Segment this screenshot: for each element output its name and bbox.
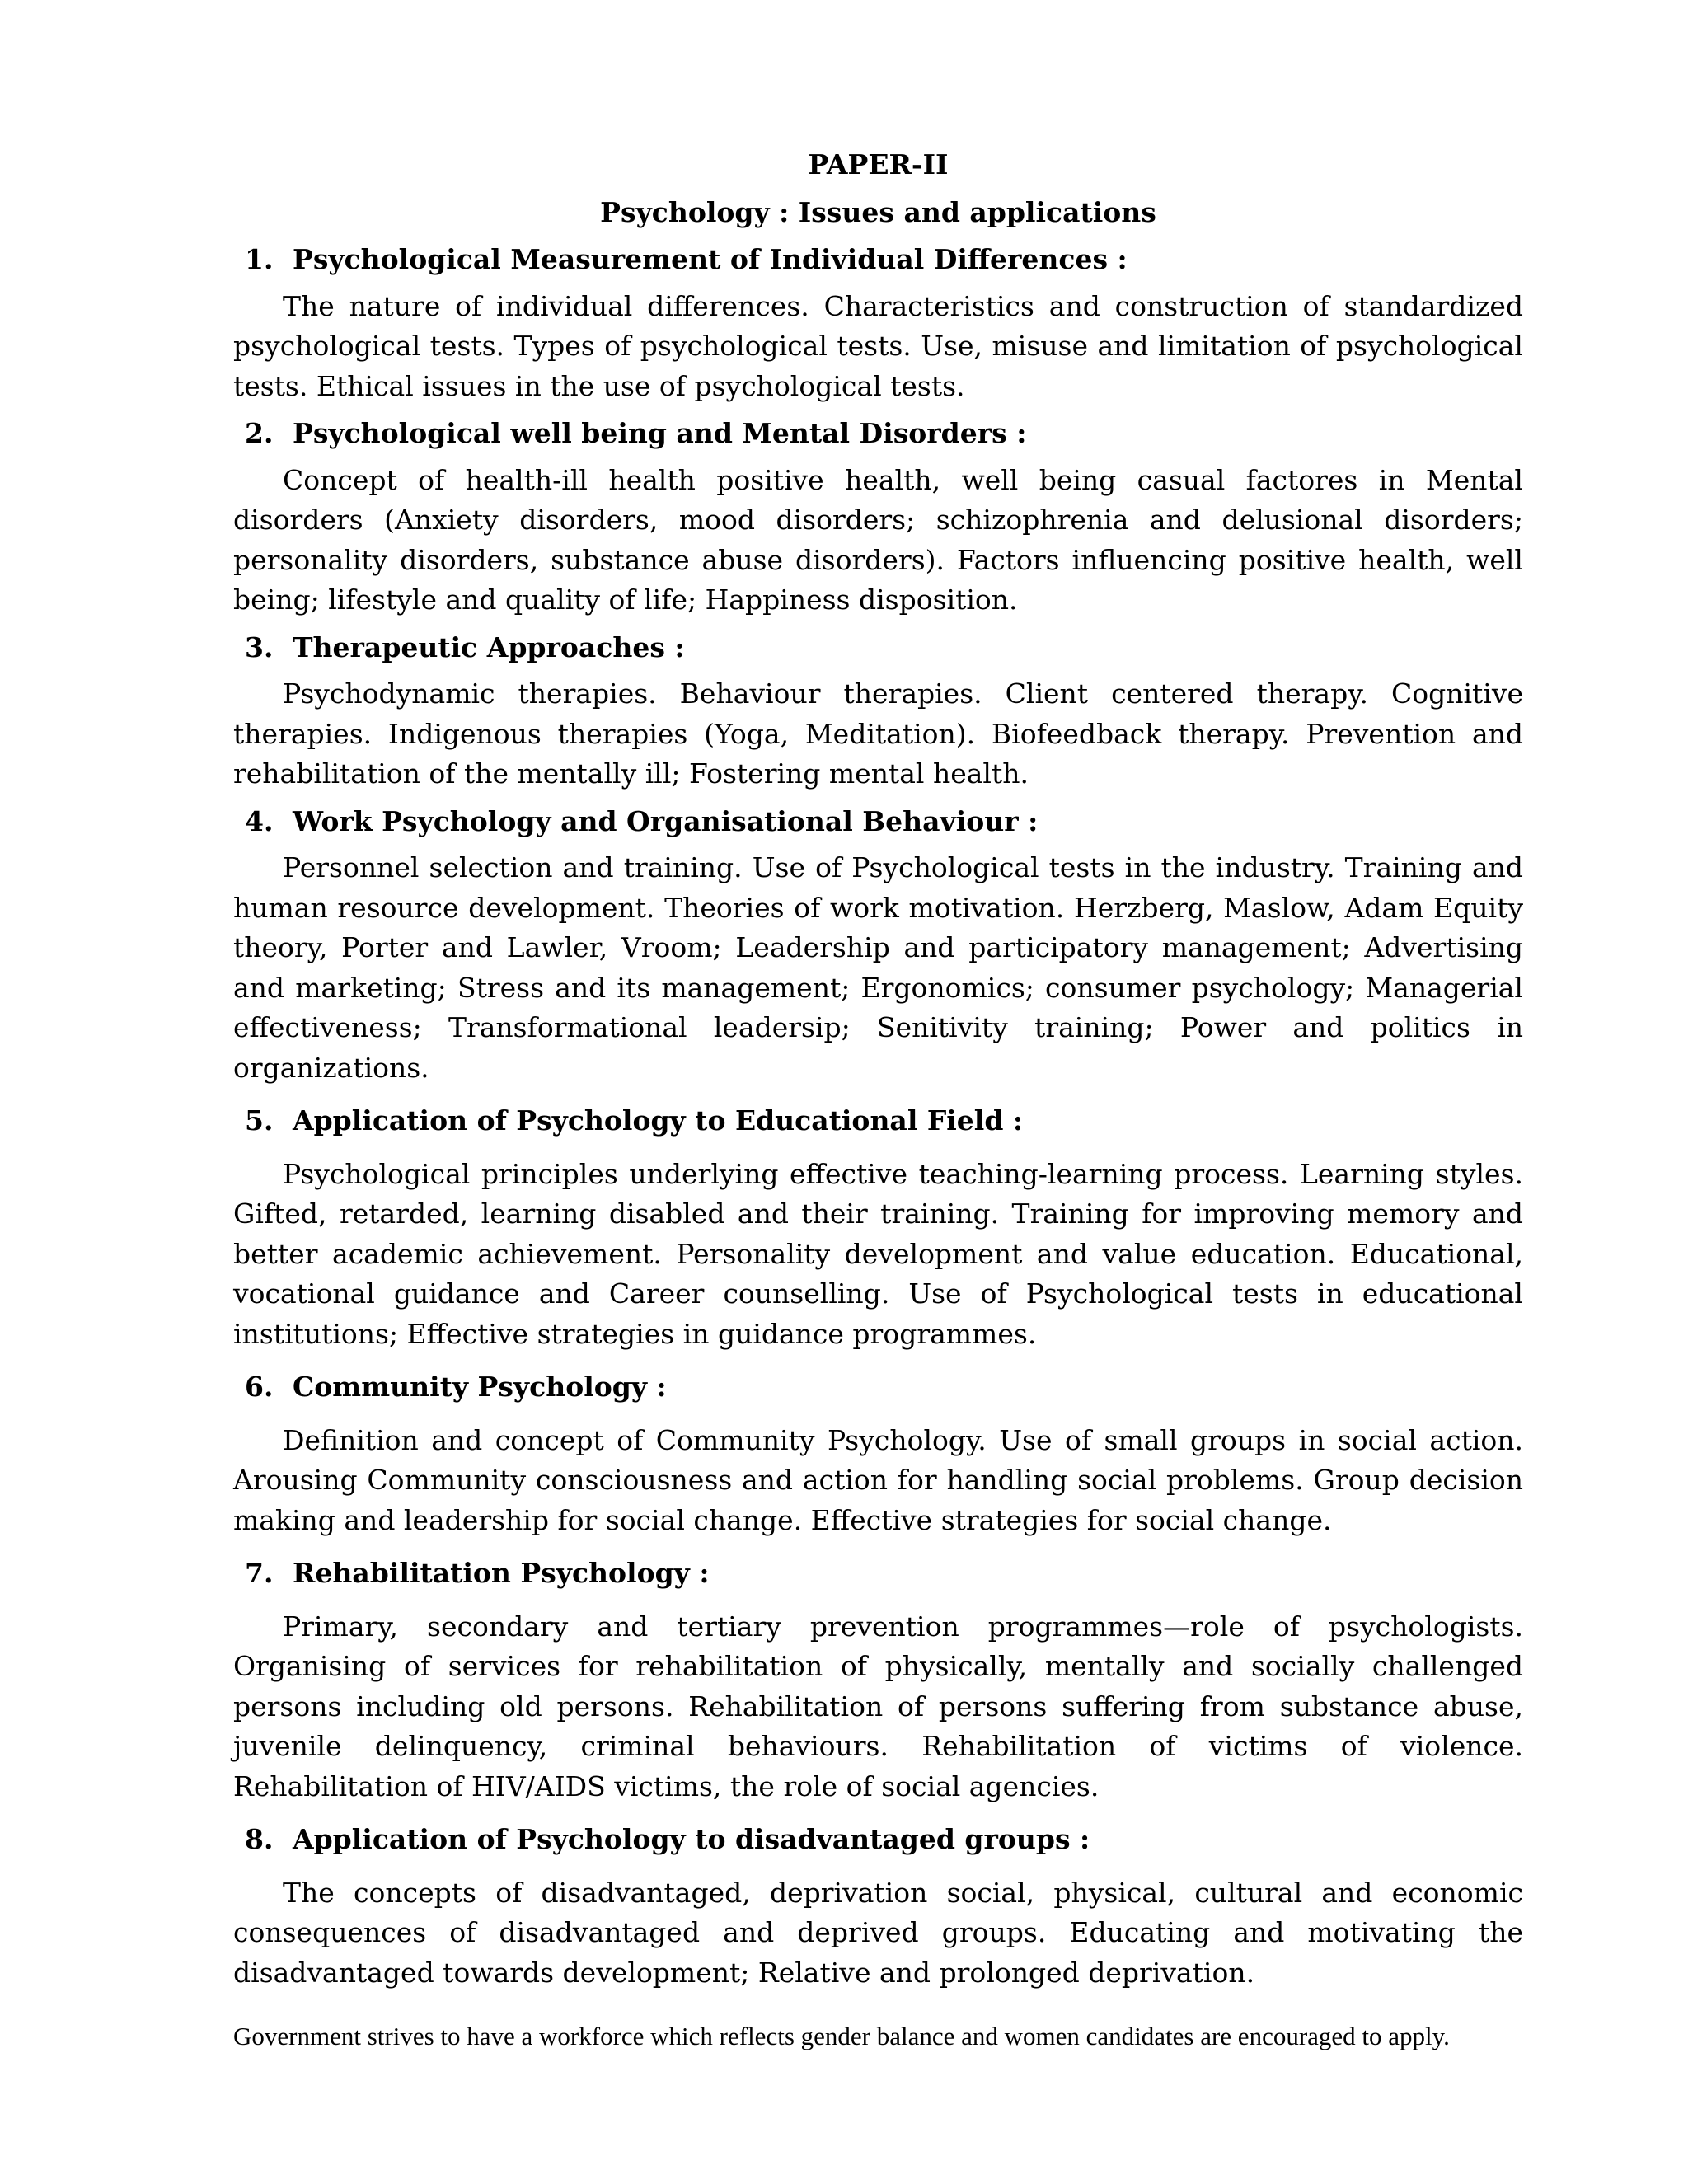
section-1: [233, 240, 1523, 406]
section-7: [233, 1554, 1523, 1807]
section-body: Concept of health-ill health positive health, well being casual factores in Mental disorders (Anxiety disorders, mood disorders; schizophrenia and delusional disorders; personality disorders, substance abuse disorders). Factors influencing positive health, well being; lifestyle and quality of life; Happiness disposition.: [233, 463, 1523, 616]
section-number: 1.: [245, 243, 274, 275]
section-heading: [233, 414, 1523, 454]
section-4: [233, 802, 1523, 1089]
paper-subtitle: Psychology : Issues and applications: [600, 195, 1156, 228]
section-3: [233, 628, 1523, 794]
section-title: Community Psychology :: [293, 1371, 667, 1403]
section-heading: [233, 1820, 1523, 1860]
section-body: Psychodynamic therapies. Behaviour therapies. Client centered therapy. Cognitive therapies. Indigenous therapies (Yoga, Meditation). Biofeedback therapy. Prevention and rehabilitation of the mentally ill; Fostering mental health.: [233, 677, 1523, 790]
section-heading: [233, 628, 1523, 668]
section-title: Psychological well being and Mental Disorders :: [293, 417, 1027, 449]
section-heading: [233, 1101, 1523, 1141]
section-number: 3.: [245, 630, 274, 663]
section-heading: [233, 1554, 1523, 1594]
section-number: 7.: [245, 1557, 274, 1589]
section-heading: [233, 240, 1523, 280]
section-title: Therapeutic Approaches :: [293, 630, 685, 663]
section-title: Psychological Measurement of Individual Differences :: [293, 243, 1128, 275]
section-title: Work Psychology and Organisational Behaviour :: [293, 804, 1039, 837]
section-number: 4.: [245, 804, 274, 837]
document-content: [233, 145, 1523, 1993]
paper-title: PAPER-II: [808, 148, 949, 180]
section-heading: [233, 802, 1523, 842]
section-title: Rehabilitation Psychology :: [293, 1557, 710, 1589]
section-body: Psychological principles underlying effective teaching-learning process. Learning styles. Gifted, retarded, learning disabled and their training. Training for improving memory and better academic achievement. Personality development and value education. Educational, vocational guidance and Career counselling. Use of Psychological tests in educational institutions; Effective strategies in guidance programmes.: [233, 1157, 1523, 1350]
section-body: Definition and concept of Community Psychology. Use of small groups in social action. Arousing Community consciousness and action for handling social problems. Group decision making and leadership for social change. Effective strategies for social change.: [233, 1423, 1523, 1536]
section-title: Application of Psychology to Educational Field :: [293, 1104, 1024, 1137]
section-8: [233, 1820, 1523, 1993]
section-number: 6.: [245, 1371, 274, 1403]
section-number: 5.: [245, 1104, 274, 1137]
section-number: 8.: [245, 1823, 274, 1855]
section-6: [233, 1367, 1523, 1540]
section-2: [233, 414, 1523, 621]
section-body: Primary, secondary and tertiary prevention programmes—role of psychologists. Organising of services for rehabilitation of physically, mentally and socially challenged persons including old persons. Rehabilitation of persons suffering from substance abuse, juvenile delinquency, criminal behaviours. Rehabilitation of victims of violence. Rehabilitation of HIV/AIDS victims, the role of social agencies.: [233, 1610, 1523, 1802]
section-5: [233, 1101, 1523, 1354]
footer-note: Government strives to have a workforce which reflects gender balance and women candidates are encouraged to apply.: [233, 2022, 1450, 2050]
section-body: The nature of individual differences. Characteristics and construction of standardized psychological tests. Types of psychological tests. Use, misuse and limitation of psychological tests. Ethical issues in the use of psychological tests.: [233, 289, 1523, 402]
section-title: Application of Psychology to disadvantaged groups :: [293, 1823, 1090, 1855]
section-body: Personnel selection and training. Use of Psychological tests in the industry. Training and human resource development. Theories of work motivation. Herzberg, Maslow, Adam Equity theory, Porter and Lawler, Vroom; Leadership and participatory management; Advertising and marketing; Stress and its management; Ergonomics; consumer psychology; Managerial effectiveness; Transformational leadersip; Senitivity training; Power and politics in organizations.: [233, 851, 1523, 1084]
section-number: 2.: [245, 417, 274, 449]
section-body: The concepts of disadvantaged, deprivation social, physical, cultural and economic consequences of disadvantaged and deprived groups. Educating and motivating the disadvantaged towards development; Relative and prolonged deprivation.: [233, 1876, 1523, 1989]
section-heading: [233, 1367, 1523, 1408]
